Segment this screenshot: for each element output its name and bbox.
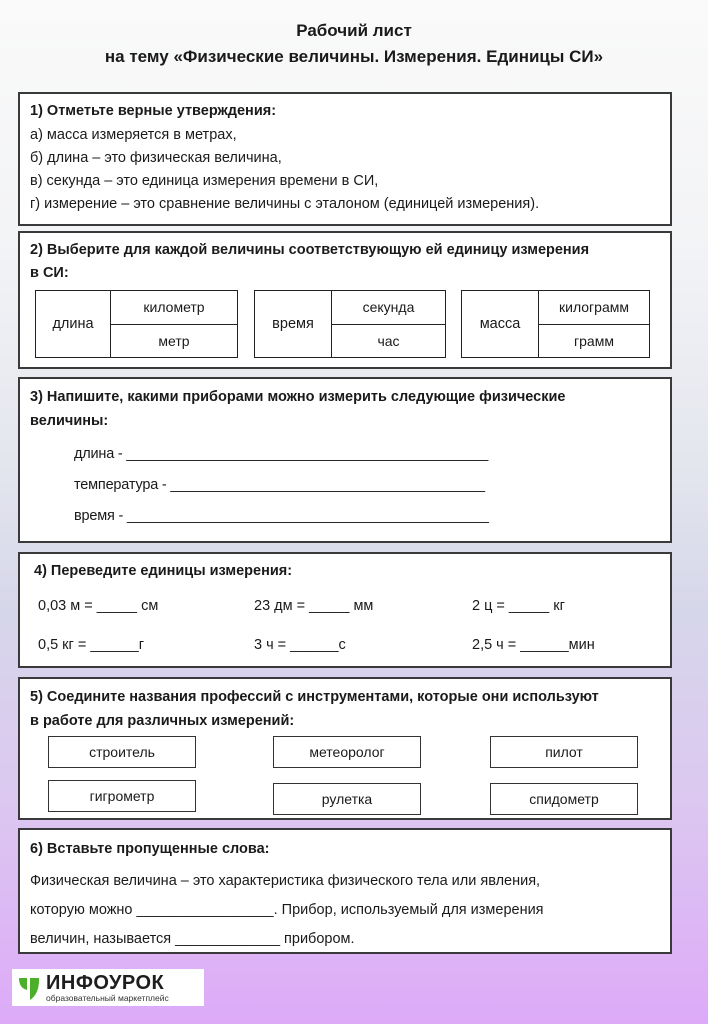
question-4-heading: 4) Переведите единицы измерения: [34, 563, 293, 579]
quantity-label: длина [36, 291, 111, 357]
fill-in-line-2[interactable]: которую можно _________________. Прибор, используемый для измерения [30, 902, 544, 918]
title-line-1: Рабочий лист [296, 21, 412, 40]
question-3-heading: 3) Напишите, какими приборами можно измерить следующие физические величины: [30, 389, 566, 429]
logo-name: ИНФОУРОК [46, 971, 165, 994]
conversion-item[interactable]: 3 ч = ______с [254, 637, 346, 653]
profession-card[interactable]: пилот [490, 736, 638, 768]
fill-in-line-1: Физическая величина – это характеристика физического тела или явления, [30, 873, 541, 889]
unit-table-time [254, 290, 446, 358]
question-2-heading: 2) Выберите для каждой величины соответствующую ей единицу измерения в СИ: [30, 242, 590, 281]
question-4-box [18, 552, 672, 668]
infourok-leaf-icon [18, 974, 40, 1002]
unit-option[interactable]: метр [111, 324, 237, 358]
fill-in-line-3[interactable]: величин, называется _____________ прибором. [30, 931, 355, 947]
question-5-box [18, 677, 672, 820]
unit-table-mass [461, 290, 650, 358]
answer-line-length[interactable]: длина - ______________________________________________ [74, 446, 489, 462]
logo-subtitle: образовательный маркетплейс [46, 992, 169, 1003]
quantity-label: время [255, 291, 332, 357]
question-1-heading: 1) Отметьте верные утверждения: [30, 103, 277, 119]
unit-option[interactable]: час [332, 324, 445, 358]
statement-c[interactable]: в) секунда – это единица измерения времени в СИ, [30, 173, 379, 189]
question-6-heading: 6) Вставьте пропущенные слова: [30, 841, 270, 857]
instrument-card[interactable]: рулетка [273, 783, 421, 815]
question-5-heading: 5) Соедините названия профессий с инструментами, которые они используют в работе для различных измерений: [30, 689, 599, 729]
question-2-box [18, 231, 672, 369]
question-1-box [18, 92, 672, 226]
conversion-item[interactable]: 2,5 ч = ______мин [472, 637, 595, 653]
answer-line-time[interactable]: время - ______________________________________________ [74, 508, 489, 524]
statement-b[interactable]: б) длина – это физическая величина, [30, 150, 282, 166]
question-6-box [18, 828, 672, 954]
profession-card[interactable]: метеоролог [273, 736, 421, 768]
unit-option[interactable]: километр [143, 299, 205, 316]
title-line-2: на тему «Физические величины. Измерения. Единицы СИ» [104, 47, 604, 66]
statement-a[interactable]: а) масса измеряется в метрах, [30, 127, 237, 143]
instrument-card[interactable]: гигрометр [48, 780, 196, 812]
question-3-box [18, 377, 672, 543]
answer-line-temperature[interactable]: температура - ________________________________________ [74, 477, 485, 493]
conversion-item[interactable]: 23 дм = _____ мм [254, 598, 374, 614]
statement-d[interactable]: г) измерение – это сравнение величины с эталоном (единицей измерения). [30, 196, 540, 212]
unit-table-length [35, 290, 238, 358]
quantity-label: масса [462, 291, 539, 357]
conversion-item[interactable]: 0,03 м = _____ см [38, 598, 159, 614]
infourok-logo[interactable] [12, 969, 204, 1006]
worksheet-title [0, 18, 708, 70]
unit-option[interactable]: килограмм [559, 299, 629, 316]
profession-card[interactable]: строитель [48, 736, 196, 768]
conversion-item[interactable]: 0,5 кг = ______г [38, 637, 145, 653]
unit-option[interactable]: секунда [362, 299, 415, 316]
unit-option[interactable]: грамм [539, 324, 649, 358]
conversion-item[interactable]: 2 ц = _____ кг [472, 598, 565, 614]
instrument-card[interactable]: спидометр [490, 783, 638, 815]
